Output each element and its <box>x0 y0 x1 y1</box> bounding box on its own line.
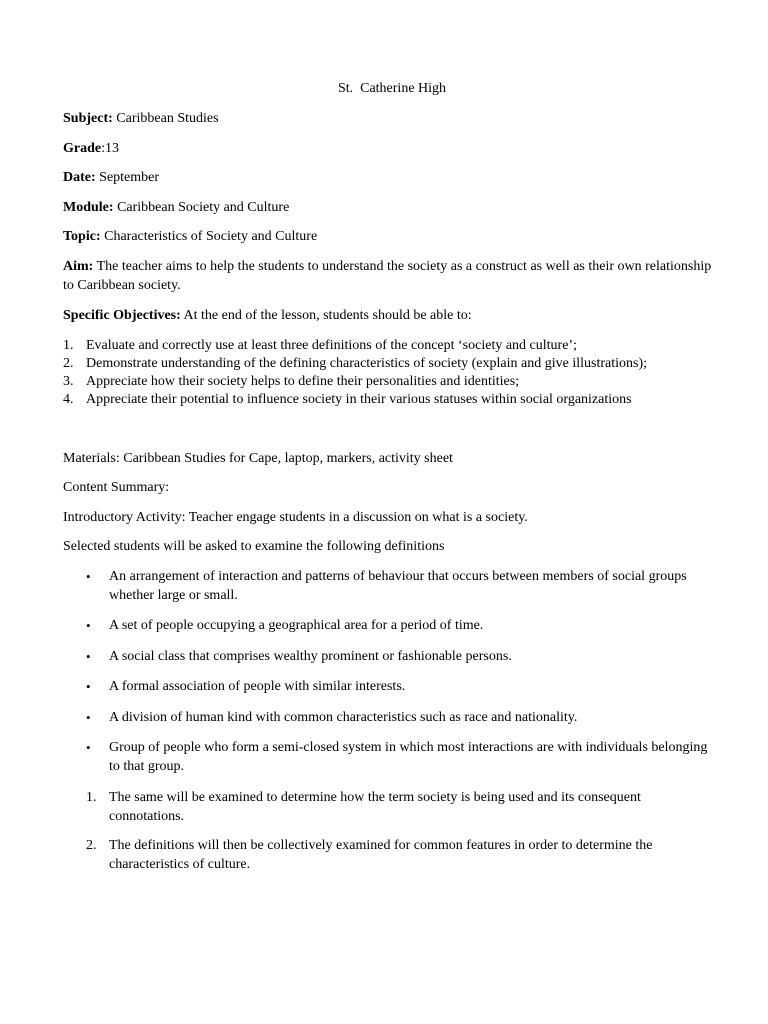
definitions-list <box>63 567 713 777</box>
module-label: Module: <box>63 199 114 215</box>
objective-item <box>63 391 713 409</box>
definition-item <box>86 647 713 666</box>
definition-text: A social class that comprises wealthy prominent or fashionable persons. <box>109 648 512 664</box>
objectives-intro: At the end of the lesson, students should be able to: <box>180 307 472 323</box>
subject-value: Caribbean Studies <box>112 111 219 126</box>
bullet-icon: • <box>86 568 91 584</box>
objectives-list <box>63 337 713 409</box>
school-title: St. Catherine High <box>337 81 447 96</box>
aim-paragraph <box>63 257 713 295</box>
topic-value: Characteristics of Society and Culture <box>100 229 318 244</box>
objective-number: 4. <box>63 391 74 407</box>
objective-number: 3. <box>63 373 74 389</box>
step-text: The definitions will then be collectively examined for common features in order to determine the characteristics of culture. <box>109 837 653 872</box>
definition-item <box>86 567 713 605</box>
date-label: Date: <box>63 170 96 185</box>
grade-label: Grade <box>63 140 102 156</box>
objective-number: 2. <box>63 355 74 371</box>
bullet-icon: • <box>86 740 91 755</box>
step-number: 2. <box>86 837 97 853</box>
bullet-icon: • <box>86 679 91 694</box>
objective-item <box>63 337 713 355</box>
grade-value: :13 <box>101 140 119 156</box>
definition-text: A formal association of people with similar interests. <box>109 679 406 694</box>
step-item <box>86 836 713 874</box>
module-line <box>63 198 713 217</box>
objectives-label: Specific Objectives: <box>63 307 181 323</box>
topic-label: Topic: <box>63 229 101 244</box>
definition-item <box>86 708 713 727</box>
definition-text: Group of people who form a semi-closed system in which most interactions are with individuals belonging to that group. <box>109 740 708 774</box>
steps-list <box>63 788 713 874</box>
objective-item <box>63 373 713 391</box>
bullet-icon: • <box>86 648 91 664</box>
selected-students-line: Selected students will be asked to examine the following definitions <box>63 539 445 554</box>
definition-text: A set of people occupying a geographical area for a period of time. <box>109 618 484 633</box>
date-value: September <box>95 170 160 185</box>
document-body <box>63 109 713 884</box>
objective-text: Demonstrate understanding of the defining characteristics of society (explain and give illustrations); <box>86 355 647 371</box>
objectives-heading <box>63 306 713 325</box>
objective-text: Appreciate how their society helps to define their personalities and identities; <box>86 373 520 389</box>
objective-number: 1. <box>63 337 74 353</box>
bullet-icon: • <box>86 709 91 725</box>
step-item <box>86 788 713 826</box>
introductory-activity-line: Introductory Activity: Teacher engage students in a discussion on what is a society. <box>63 509 528 525</box>
aim-value: The teacher aims to help the students to understand the society as a construct as well as their own relationship to Caribbean society. <box>63 258 712 293</box>
topic-line <box>63 227 713 246</box>
definition-text: A division of human kind with common characteristics such as race and nationality. <box>109 709 578 725</box>
objective-text: Evaluate and correctly use at least three definitions of the concept ‘society and culture’; <box>86 337 577 353</box>
definition-text: An arrangement of interaction and patterns of behaviour that occurs between members of social groups whether large or small. <box>109 568 687 603</box>
content-summary-line: Content Summary: <box>63 480 170 495</box>
definition-item <box>86 616 713 635</box>
materials-line: Materials: Caribbean Studies for Cape, laptop, markers, activity sheet <box>63 450 453 466</box>
grade-line <box>63 139 713 158</box>
objective-item <box>63 355 713 373</box>
objective-text: Appreciate their potential to influence society in their various statuses within social organizations <box>86 391 632 407</box>
bullet-icon: • <box>86 618 91 633</box>
definition-item <box>86 738 713 776</box>
subject-label: Subject: <box>63 111 113 126</box>
aim-label: Aim: <box>63 258 94 274</box>
step-text: The same will be examined to determine how the term society is being used and its consequent connotations. <box>109 789 641 824</box>
subject-line <box>63 109 713 128</box>
date-line <box>63 168 713 187</box>
step-number: 1. <box>86 789 97 805</box>
definition-item <box>86 677 713 696</box>
module-value: Caribbean Society and Culture <box>113 199 290 215</box>
